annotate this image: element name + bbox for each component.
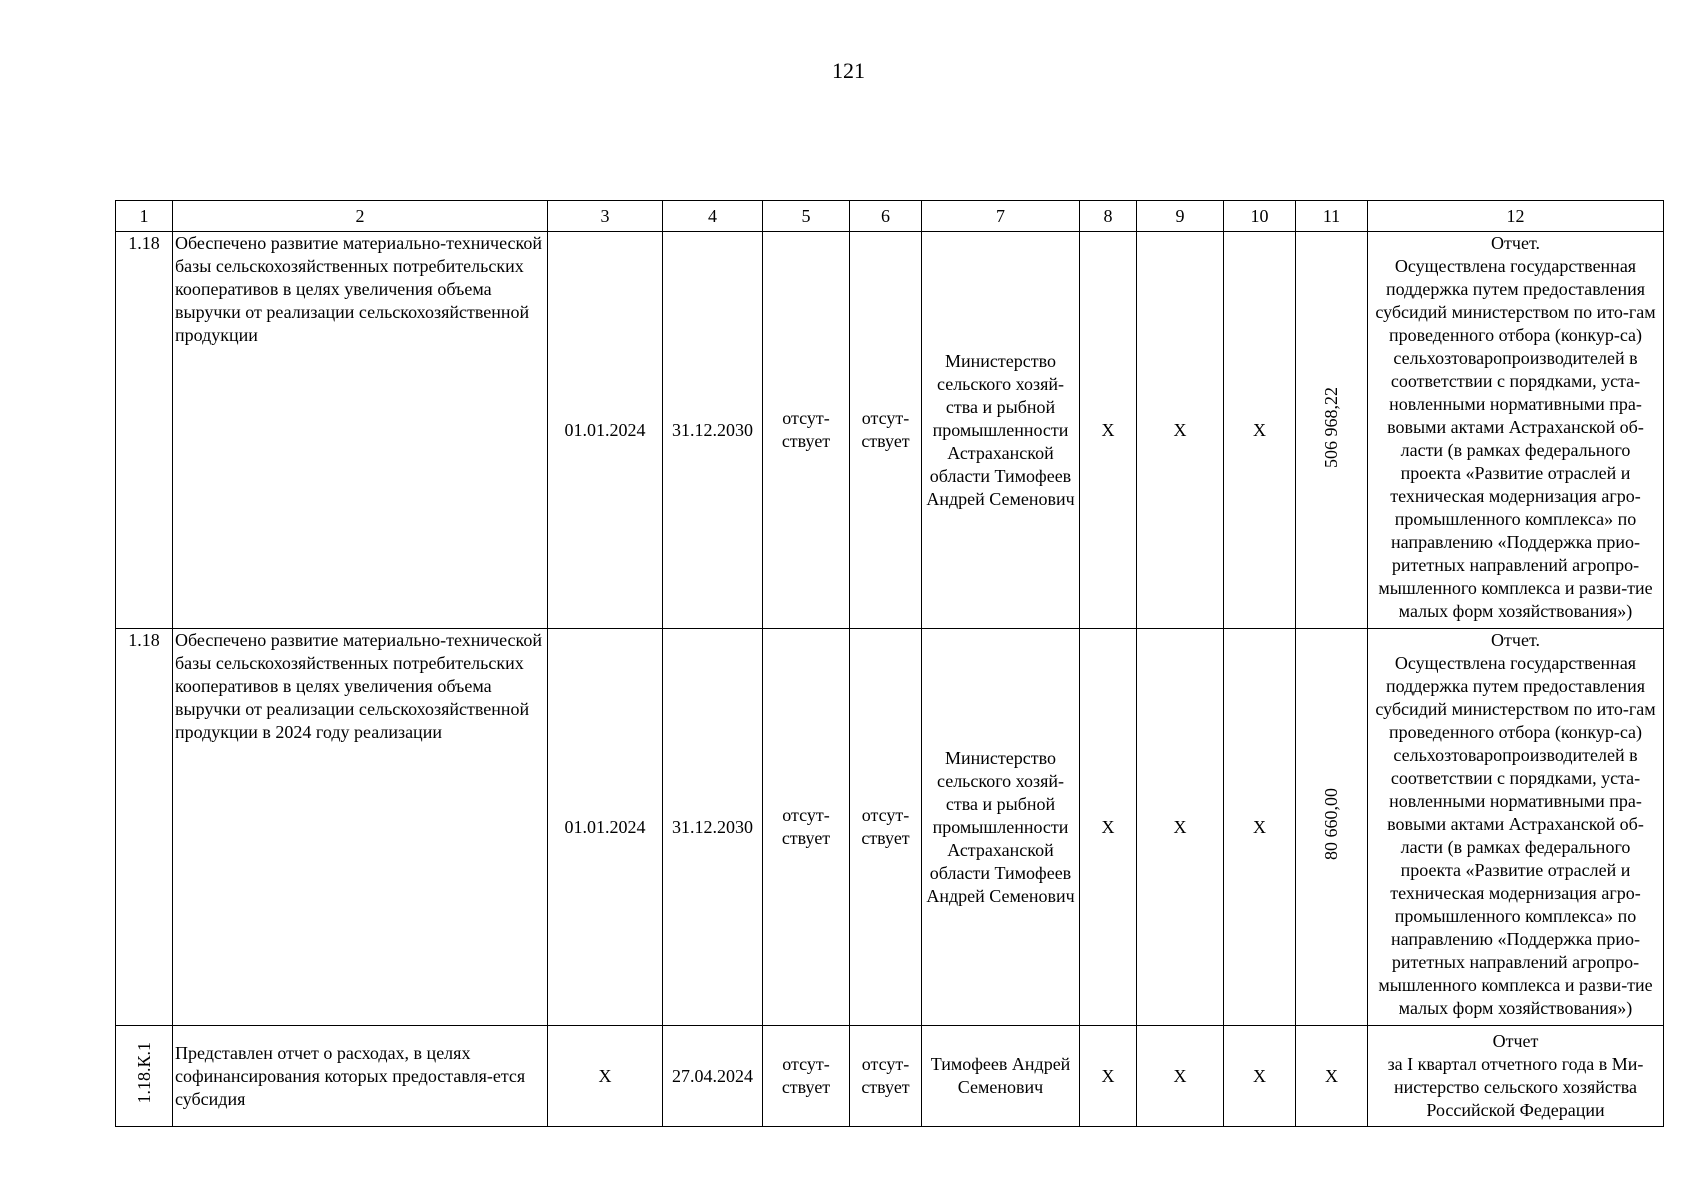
row-result-title: Отчет. — [1491, 233, 1540, 253]
row-col6: отсут-ствует — [850, 1026, 922, 1127]
row-amount: 506 968,22 — [1321, 386, 1341, 468]
row-col5: отсут-ствует — [763, 1026, 850, 1127]
row-col8: Х — [1080, 1026, 1137, 1127]
page-number: 121 — [832, 58, 865, 83]
header-col-2: 2 — [173, 201, 548, 232]
row-result-text: за I квартал отчетного года в Ми-нистерство сельского хозяйства Российской Федерации — [1387, 1054, 1644, 1120]
row-start-date: 01.01.2024 — [548, 629, 663, 1026]
row-number-cell — [116, 1026, 173, 1127]
row-responsible: Министерство сельского хозяй-ства и рыбной промышленности Астраханской области Тимофеев Андрей Семенович — [922, 232, 1080, 629]
header-col-6: 6 — [850, 201, 922, 232]
header-col-9: 9 — [1137, 201, 1224, 232]
row-col5: отсут-ствует — [763, 629, 850, 1026]
row-col9: Х — [1137, 232, 1224, 629]
row-col5: отсут-ствует — [763, 232, 850, 629]
row-result-text: Осуществлена государственная поддержка путем предоставления субсидий министерством по ито-гам проведенного отбора (конкур-са) сельхозтоваропроизводителей в соответствии с порядками, уста-новленными нормативными пра-вовыми актами Астраханской об-ласти (в рамках федерального проекта «Развитие отраслей и техническая модернизация агро-промышленного комплекса» по направлению «Поддержка прио-ритетных направлений агропро-мышленного комплекса и разви-тие малых форм хозяйствования») — [1375, 653, 1656, 1018]
header-col-3: 3 — [548, 201, 663, 232]
row-number: 1.18 — [116, 629, 173, 1026]
header-col-5: 5 — [763, 201, 850, 232]
row-result — [1368, 232, 1664, 629]
row-responsible: Тимофеев Андрей Семенович — [922, 1026, 1080, 1127]
header-row — [116, 201, 1664, 232]
report-table — [115, 200, 1664, 1127]
header-col-11: 11 — [1296, 201, 1368, 232]
row-result-title: Отчет — [1492, 1031, 1539, 1051]
row-number: 1.18.К.1 — [133, 1042, 154, 1104]
row-amount-cell — [1296, 232, 1368, 629]
row-col10: Х — [1224, 629, 1296, 1026]
row-result — [1368, 1026, 1664, 1127]
table-row — [116, 232, 1664, 629]
header-col-10: 10 — [1224, 201, 1296, 232]
row-end-date: 31.12.2030 — [663, 629, 763, 1026]
row-responsible: Министерство сельского хозяй-ства и рыбной промышленности Астраханской области Тимофеев Андрей Семенович — [922, 629, 1080, 1026]
row-col6: отсут-ствует — [850, 629, 922, 1026]
row-amount-cell — [1296, 629, 1368, 1026]
header-col-8: 8 — [1080, 201, 1137, 232]
row-col9: Х — [1137, 629, 1224, 1026]
row-amount: 80 660,00 — [1321, 788, 1341, 860]
row-col10: Х — [1224, 1026, 1296, 1127]
row-end-date: 27.04.2024 — [663, 1026, 763, 1127]
row-end-date: 31.12.2030 — [663, 232, 763, 629]
header-col-4: 4 — [663, 201, 763, 232]
row-result — [1368, 629, 1664, 1026]
row-amount: Х — [1296, 1026, 1368, 1127]
row-start-date: Х — [548, 1026, 663, 1127]
row-col8: Х — [1080, 232, 1137, 629]
row-col8: Х — [1080, 629, 1137, 1026]
row-col6: отсут-ствует — [850, 232, 922, 629]
header-col-1: 1 — [116, 201, 173, 232]
row-result-text: Осуществлена государственная поддержка путем предоставления субсидий министерством по ито-гам проведенного отбора (конкур-са) сельхозтоваропроизводителей в соответствии с порядками, уста-новленными нормативными пра-вовыми актами Астраханской об-ласти (в рамках федерального проекта «Развитие отраслей и техническая модернизация агро-промышленного комплекса» по направлению «Поддержка прио-ритетных направлений агропро-мышленного комплекса и разви-тие малых форм хозяйствования») — [1375, 256, 1656, 621]
row-col9: Х — [1137, 1026, 1224, 1127]
table-row — [116, 629, 1664, 1026]
row-start-date: 01.01.2024 — [548, 232, 663, 629]
row-number: 1.18 — [116, 232, 173, 629]
row-result-title: Отчет. — [1491, 630, 1540, 650]
row-description: Обеспечено развитие материально-технической базы сельскохозяйственных потребительских кооперативов в целях увеличения объема выручки от реализации сельскохозяйственной продукции в 2024 году реализации — [173, 629, 548, 1026]
header-col-7: 7 — [922, 201, 1080, 232]
row-description: Обеспечено развитие материально-технической базы сельскохозяйственных потребительских кооперативов в целях увеличения объема выручки от реализации сельскохозяйственной продукции — [173, 232, 548, 629]
header-col-12: 12 — [1368, 201, 1664, 232]
row-col10: Х — [1224, 232, 1296, 629]
table-row — [116, 1026, 1664, 1127]
row-description: Представлен отчет о расходах, в целях софинансирования которых предоставля-ется субсидия — [173, 1026, 548, 1127]
